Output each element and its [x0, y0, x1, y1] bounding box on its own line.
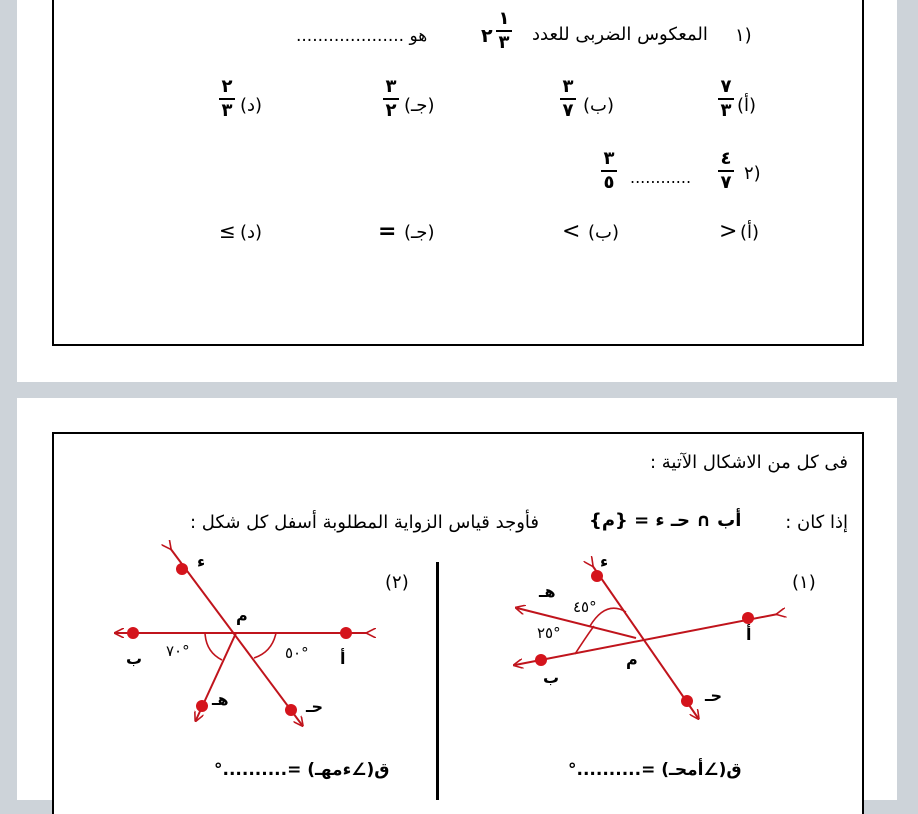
section-heading: فى كل من الاشكال الآتية :	[649, 452, 848, 473]
fig2-angle-70: ٧٠°	[166, 642, 190, 660]
q1-option-b-label[interactable]: (ب)	[583, 95, 615, 116]
fig1-angle-25: ٢٥°	[537, 624, 561, 642]
figure2-diagram	[110, 540, 380, 735]
figure1-number: (١)	[792, 572, 816, 593]
q2-option-b-symbol: <	[562, 219, 581, 244]
fig1-label-b: ب	[543, 668, 560, 687]
fig2-label-h: هـ	[212, 690, 229, 709]
q1-after: هو ....................	[296, 26, 428, 46]
fig1-answer: ق(∠أمحـ) =..........°	[568, 760, 742, 780]
q2-option-a-symbol: >	[719, 219, 738, 244]
fig2-answer: ق(∠ءمهـ) =..........°	[214, 760, 390, 780]
q2-option-d-symbol: ≤	[219, 219, 236, 243]
q2-option-a-label[interactable]: (أ)	[740, 222, 760, 243]
q1-frac-den: ٣	[498, 32, 510, 53]
q2-option-d-label[interactable]: (د)	[240, 222, 263, 243]
q1-whole: ٢	[481, 25, 493, 47]
q2-left-frac: ٤ ٧	[718, 150, 734, 192]
fig1-label-c: حـ	[705, 686, 722, 705]
q1-option-c-frac: ٣ ٢	[383, 78, 399, 120]
q1-frac-num: ١	[498, 8, 510, 29]
q2-right-frac: ٣ ٥	[601, 150, 617, 192]
q1-number: ١)	[735, 25, 752, 46]
fig1-label-a: أ	[746, 625, 752, 644]
page-1	[17, 0, 897, 382]
fig2-label-c: حـ	[306, 697, 323, 716]
question-box-1	[52, 0, 864, 346]
q1-option-a-frac: ٧ ٣	[718, 78, 734, 120]
q2-dots: ............	[630, 168, 692, 187]
fig1-label-m: م	[626, 650, 638, 669]
q2-option-b-label[interactable]: (ب)	[588, 222, 620, 243]
fig2-angle-50: ٥٠°	[285, 644, 309, 662]
q1-fraction	[496, 10, 512, 52]
q2-number: ٢)	[744, 163, 761, 184]
fig1-line-dc	[592, 565, 698, 718]
q2-option-c-label[interactable]: (جـ)	[404, 222, 435, 243]
fig2-label-d: ء	[197, 552, 206, 571]
fig2-line-dc	[170, 548, 302, 725]
q1-option-b-frac: ٣ ٧	[560, 78, 576, 120]
given-prefix: إذا كان :	[785, 512, 848, 533]
given-suffix: فأوجد قياس الزواية المطلوبة أسفل كل شكل :	[190, 512, 539, 533]
fig2-label-a: أ	[340, 649, 346, 668]
q2-option-c-symbol: =	[378, 219, 397, 244]
figure2-number: (٢)	[385, 572, 409, 593]
fig2-label-m: م	[236, 606, 248, 625]
fig1-angle-45: ٤٥°	[573, 598, 597, 616]
fig1-label-d: ء	[600, 552, 609, 571]
given-expression: أب ∩ حـ ء = {م}	[589, 510, 742, 531]
q1-option-c-label[interactable]: (جـ)	[404, 95, 435, 116]
figure1-diagram	[500, 550, 800, 735]
q1-option-d-label[interactable]: (د)	[240, 95, 263, 116]
fig1-label-h: هـ	[539, 582, 556, 601]
q1-text: المعكوس الضربى للعدد	[532, 24, 708, 45]
q1-option-a-label[interactable]: (أ)	[737, 95, 757, 116]
figure-divider	[436, 562, 439, 800]
fig2-label-b: ب	[126, 649, 143, 668]
q1-option-d-frac: ٢ ٣	[219, 78, 235, 120]
